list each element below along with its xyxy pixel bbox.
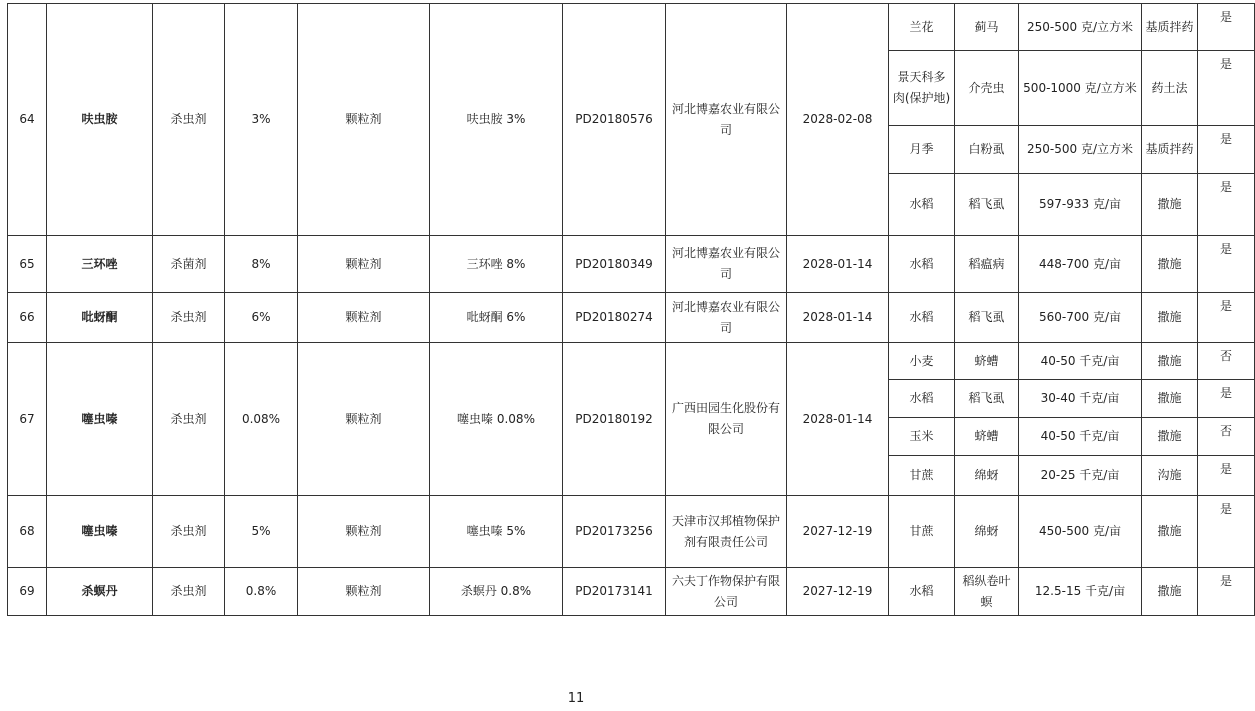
expiry-date: 2027-12-19 bbox=[787, 496, 889, 568]
active-ingredient: 吡蚜酮 6% bbox=[430, 293, 563, 343]
dosage-cell: 448-700 克/亩 bbox=[1019, 236, 1142, 293]
record-number: 67 bbox=[8, 343, 47, 496]
expiry-date: 2028-02-08 bbox=[787, 4, 889, 236]
active-ingredient: 三环唑 8% bbox=[430, 236, 563, 293]
pesticide-type: 杀虫剂 bbox=[153, 568, 225, 616]
expiry-date: 2028-01-14 bbox=[787, 343, 889, 496]
crop-cell: 水稻 bbox=[889, 380, 955, 418]
dosage-cell: 40-50 千克/亩 bbox=[1019, 418, 1142, 456]
application-method-cell: 撒施 bbox=[1142, 496, 1198, 568]
pesticide-name: 噻虫嗪 bbox=[47, 343, 153, 496]
application-method-cell: 药土法 bbox=[1142, 51, 1198, 126]
dosage-cell: 20-25 千克/亩 bbox=[1019, 456, 1142, 496]
target-pest-cell: 蛴螬 bbox=[955, 343, 1019, 380]
flag-cell: 是 bbox=[1198, 236, 1255, 293]
registration-number: PD20173256 bbox=[563, 496, 666, 568]
registration-number: PD20173141 bbox=[563, 568, 666, 616]
flag-cell: 是 bbox=[1198, 496, 1255, 568]
application-method-cell: 撒施 bbox=[1142, 343, 1198, 380]
record-number: 64 bbox=[8, 4, 47, 236]
table-row bbox=[8, 496, 1255, 568]
crop-cell: 水稻 bbox=[889, 568, 955, 616]
table-row bbox=[8, 343, 1255, 380]
pesticide-type: 杀虫剂 bbox=[153, 496, 225, 568]
flag-cell: 是 bbox=[1198, 4, 1255, 51]
formulation: 颗粒剂 bbox=[298, 236, 430, 293]
flag-cell: 是 bbox=[1198, 51, 1255, 126]
page-number: 11 bbox=[567, 691, 585, 706]
target-pest-cell: 稻瘟病 bbox=[955, 236, 1019, 293]
application-method-cell: 撒施 bbox=[1142, 174, 1198, 236]
crop-cell: 水稻 bbox=[889, 236, 955, 293]
registrant-company: 河北博嘉农业有限公司 bbox=[666, 236, 787, 293]
dosage-cell: 250-500 克/立方米 bbox=[1019, 126, 1142, 174]
active-ingredient: 噻虫嗪 5% bbox=[430, 496, 563, 568]
total-content: 3% bbox=[225, 4, 298, 236]
dosage-cell: 250-500 克/立方米 bbox=[1019, 4, 1142, 51]
target-pest-cell: 稻纵卷叶螟 bbox=[955, 568, 1019, 616]
total-content: 6% bbox=[225, 293, 298, 343]
record-number: 65 bbox=[8, 236, 47, 293]
application-method-cell: 沟施 bbox=[1142, 456, 1198, 496]
formulation: 颗粒剂 bbox=[298, 568, 430, 616]
crop-cell: 兰花 bbox=[889, 4, 955, 51]
registrant-company: 广西田园生化股份有限公司 bbox=[666, 343, 787, 496]
formulation: 颗粒剂 bbox=[298, 343, 430, 496]
pesticide-type: 杀菌剂 bbox=[153, 236, 225, 293]
flag-cell: 是 bbox=[1198, 456, 1255, 496]
registrant-company: 六夫丁作物保护有限公司 bbox=[666, 568, 787, 616]
registrant-company: 天津市汉邦植物保护剂有限责任公司 bbox=[666, 496, 787, 568]
dosage-cell: 597-933 克/亩 bbox=[1019, 174, 1142, 236]
application-method-cell: 基质拌药 bbox=[1142, 4, 1198, 51]
expiry-date: 2028-01-14 bbox=[787, 293, 889, 343]
pesticide-name: 呋虫胺 bbox=[47, 4, 153, 236]
table-row bbox=[8, 293, 1255, 343]
formulation: 颗粒剂 bbox=[298, 293, 430, 343]
active-ingredient: 噻虫嗪 0.08% bbox=[430, 343, 563, 496]
crop-cell: 水稻 bbox=[889, 293, 955, 343]
application-method-cell: 撒施 bbox=[1142, 568, 1198, 616]
table-body bbox=[8, 4, 1255, 616]
formulation: 颗粒剂 bbox=[298, 496, 430, 568]
application-method-cell: 撒施 bbox=[1142, 380, 1198, 418]
target-pest-cell: 蛴螬 bbox=[955, 418, 1019, 456]
total-content: 5% bbox=[225, 496, 298, 568]
table-row bbox=[8, 236, 1255, 293]
pesticide-name: 吡蚜酮 bbox=[47, 293, 153, 343]
flag-cell: 是 bbox=[1198, 293, 1255, 343]
formulation: 颗粒剂 bbox=[298, 4, 430, 236]
target-pest-cell: 蓟马 bbox=[955, 4, 1019, 51]
flag-cell: 是 bbox=[1198, 174, 1255, 236]
registrant-company: 河北博嘉农业有限公司 bbox=[666, 4, 787, 236]
application-method-cell: 撒施 bbox=[1142, 418, 1198, 456]
registration-number: PD20180274 bbox=[563, 293, 666, 343]
dosage-cell: 30-40 千克/亩 bbox=[1019, 380, 1142, 418]
record-number: 66 bbox=[8, 293, 47, 343]
pesticide-type: 杀虫剂 bbox=[153, 343, 225, 496]
table-row bbox=[8, 4, 1255, 51]
table-row bbox=[8, 568, 1255, 616]
crop-cell: 甘蔗 bbox=[889, 496, 955, 568]
dosage-cell: 560-700 克/亩 bbox=[1019, 293, 1142, 343]
registration-number: PD20180349 bbox=[563, 236, 666, 293]
target-pest-cell: 绵蚜 bbox=[955, 456, 1019, 496]
target-pest-cell: 介壳虫 bbox=[955, 51, 1019, 126]
registration-number: PD20180576 bbox=[563, 4, 666, 236]
flag-cell: 是 bbox=[1198, 126, 1255, 174]
active-ingredient: 呋虫胺 3% bbox=[430, 4, 563, 236]
flag-cell: 否 bbox=[1198, 418, 1255, 456]
pesticide-name: 杀螟丹 bbox=[47, 568, 153, 616]
crop-cell: 甘蔗 bbox=[889, 456, 955, 496]
expiry-date: 2028-01-14 bbox=[787, 236, 889, 293]
crop-cell: 小麦 bbox=[889, 343, 955, 380]
active-ingredient: 杀螟丹 0.8% bbox=[430, 568, 563, 616]
target-pest-cell: 稻飞虱 bbox=[955, 380, 1019, 418]
dosage-cell: 40-50 千克/亩 bbox=[1019, 343, 1142, 380]
crop-cell: 玉米 bbox=[889, 418, 955, 456]
dosage-cell: 500-1000 克/立方米 bbox=[1019, 51, 1142, 126]
target-pest-cell: 白粉虱 bbox=[955, 126, 1019, 174]
target-pest-cell: 稻飞虱 bbox=[955, 293, 1019, 343]
record-number: 68 bbox=[8, 496, 47, 568]
expiry-date: 2027-12-19 bbox=[787, 568, 889, 616]
dosage-cell: 12.5-15 千克/亩 bbox=[1019, 568, 1142, 616]
total-content: 0.08% bbox=[225, 343, 298, 496]
total-content: 0.8% bbox=[225, 568, 298, 616]
application-method-cell: 撒施 bbox=[1142, 293, 1198, 343]
pesticide-type: 杀虫剂 bbox=[153, 4, 225, 236]
crop-cell: 景天科多肉(保护地) bbox=[889, 51, 955, 126]
application-method-cell: 撒施 bbox=[1142, 236, 1198, 293]
crop-cell: 水稻 bbox=[889, 174, 955, 236]
registration-number: PD20180192 bbox=[563, 343, 666, 496]
pesticide-name: 三环唑 bbox=[47, 236, 153, 293]
flag-cell: 是 bbox=[1198, 568, 1255, 616]
pesticide-registration-table bbox=[7, 3, 1255, 616]
application-method-cell: 基质拌药 bbox=[1142, 126, 1198, 174]
total-content: 8% bbox=[225, 236, 298, 293]
flag-cell: 是 bbox=[1198, 380, 1255, 418]
flag-cell: 否 bbox=[1198, 343, 1255, 380]
target-pest-cell: 绵蚜 bbox=[955, 496, 1019, 568]
registrant-company: 河北博嘉农业有限公司 bbox=[666, 293, 787, 343]
target-pest-cell: 稻飞虱 bbox=[955, 174, 1019, 236]
crop-cell: 月季 bbox=[889, 126, 955, 174]
dosage-cell: 450-500 克/亩 bbox=[1019, 496, 1142, 568]
pesticide-name: 噻虫嗪 bbox=[47, 496, 153, 568]
pesticide-type: 杀虫剂 bbox=[153, 293, 225, 343]
record-number: 69 bbox=[8, 568, 47, 616]
